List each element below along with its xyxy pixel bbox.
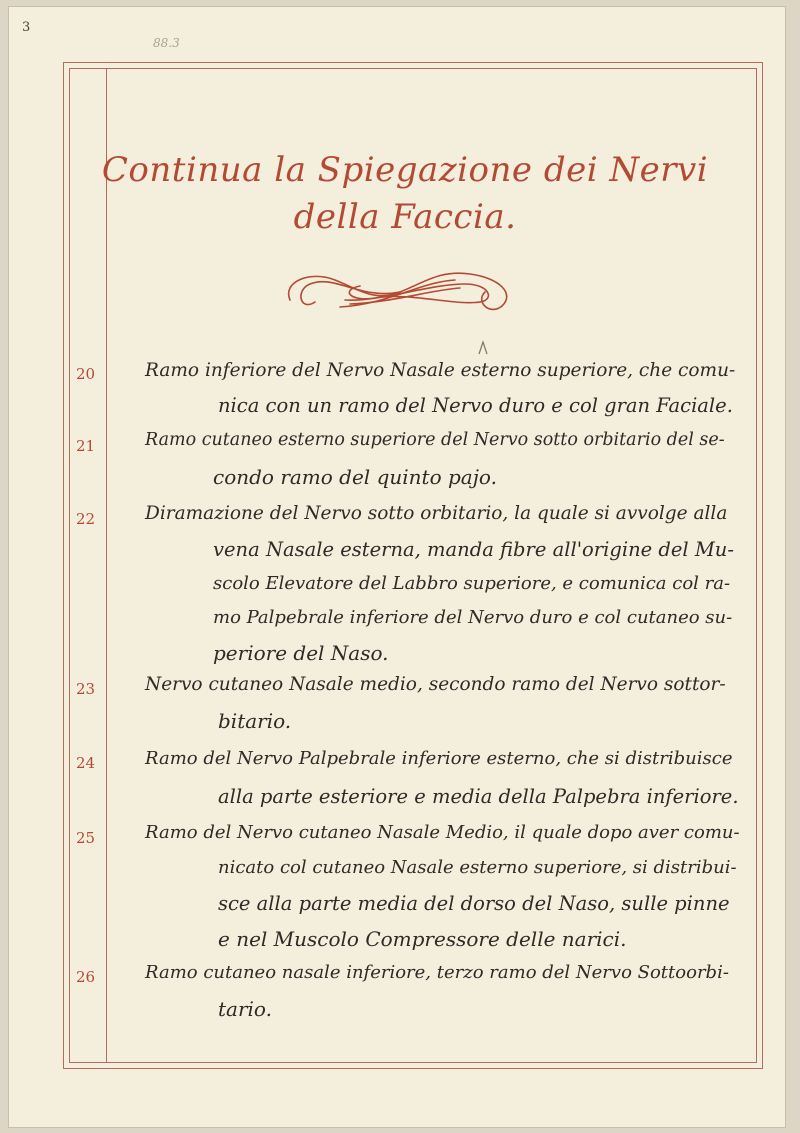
entry-line: e nel Muscolo Compressore delle narici. (218, 927, 627, 951)
calligraphic-flourish-icon (280, 262, 520, 322)
entry-line: periore del Naso. (213, 641, 389, 665)
entry-number: 20 (76, 365, 96, 383)
title-line-1: Continua la Spiegazione dei Nervi (101, 150, 709, 190)
entry-line: alla parte esteriore e media della Palpebra inferiore. (218, 785, 739, 808)
entry-line: bitario. (218, 709, 292, 733)
entry-line: mo Palpebrale inferiore del Nervo duro e col cutaneo su- (213, 607, 733, 628)
entry-number: 21 (76, 437, 96, 455)
page-number: 3 (22, 20, 31, 35)
entry-line: Nervo cutaneo Nasale medio, secondo ramo del Nervo sottor- (145, 674, 726, 695)
entry-line: Ramo del Nervo cutaneo Nasale Medio, il quale dopo aver comu- (145, 822, 740, 843)
pencil-annotation: 88.3 (153, 36, 180, 50)
entry-line: scolo Elevatore del Labbro superiore, e comunica col ra- (213, 573, 731, 594)
entry-line: Ramo cutaneo nasale inferiore, terzo ramo del Nervo Sottoorbi- (145, 962, 729, 983)
title-line-2: della Faccia. (293, 197, 517, 237)
entry-line: Ramo del Nervo Palpebrale inferiore esterno, che si distribuisce (145, 748, 733, 769)
entry-line: condo ramo del quinto pajo. (213, 465, 497, 489)
entry-line: Ramo inferiore del Nervo Nasale esterno superiore, che comu- (145, 360, 736, 381)
entry-number: 25 (76, 829, 96, 847)
entry-line: Diramazione del Nervo sotto orbitario, la quale si avvolge alla (145, 503, 728, 524)
entry-number: 26 (76, 968, 96, 986)
entry-number: 23 (76, 680, 96, 698)
entry-line: nica con un ramo del Nervo duro e col gran Faciale. (218, 394, 733, 417)
entry-number: 22 (76, 510, 96, 528)
ink-mark-icon (477, 340, 489, 356)
entry-number: 24 (76, 754, 96, 772)
entry-line: sce alla parte media del dorso del Naso, sulle pinne (218, 892, 730, 915)
entry-line: nicato col cutaneo Nasale esterno superiore, si distribui- (218, 857, 737, 878)
entry-line: tario. (218, 997, 272, 1021)
entry-line: Ramo cutaneo esterno superiore del Nervo sotto orbitario del se- (145, 430, 725, 450)
entry-line: vena Nasale esterna, manda fibre all'origine del Mu- (213, 538, 734, 561)
